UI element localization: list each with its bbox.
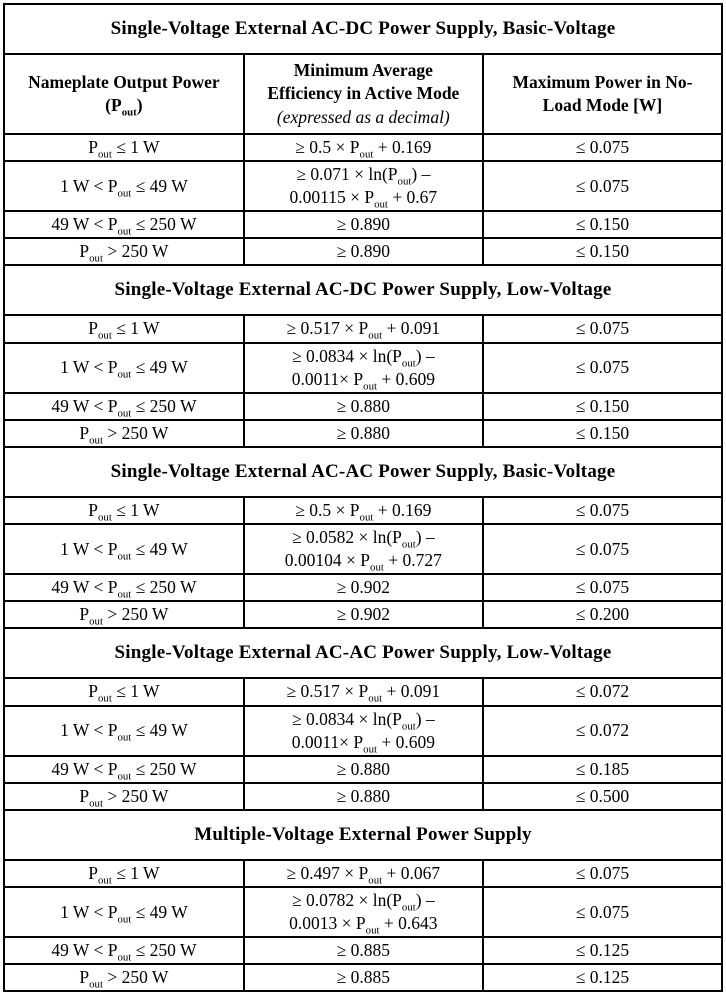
table-body	[4, 4, 722, 991]
header-line: $(P_{out})$	[105, 95, 143, 119]
no-load-cell: ≤ 0.075	[483, 524, 722, 574]
section-title-row	[4, 4, 722, 54]
header-note: (expressed as a decimal)	[276, 106, 450, 127]
power-range-cell: 1 $W < P_{out} \le 49$ W	[4, 706, 244, 756]
power-range-cell: $P_{out} \le 1$ W	[4, 678, 244, 705]
table-row	[4, 860, 722, 887]
section-title: Single-Voltage External AC-AC Power Supply, Basic-Voltage	[4, 447, 722, 497]
power-range-cell: $P_{out} > 250$ W	[4, 238, 244, 265]
no-load-cell: ≤ 0.150	[483, 393, 722, 420]
table-row	[4, 524, 722, 574]
section-title-row	[4, 265, 722, 315]
power-range-cell: $P_{out} > 250$ W	[4, 783, 244, 810]
section-title: Single-Voltage External AC-AC Power Supply, Low-Voltage	[4, 628, 722, 678]
section-title-row	[4, 810, 722, 860]
no-load-cell: ≤ 0.072	[483, 678, 722, 705]
table-row	[4, 706, 722, 756]
no-load-cell: ≤ 0.200	[483, 601, 722, 628]
power-range-cell: $P_{out} > 250$ W	[4, 964, 244, 991]
no-load-cell: ≤ 0.150	[483, 238, 722, 265]
no-load-cell: ≤ 0.075	[483, 134, 722, 161]
section-title-row	[4, 447, 722, 497]
no-load-cell: ≤ 0.075	[483, 497, 722, 524]
power-range-cell: 49 $W < P_{out} \le 250$ W	[4, 393, 244, 420]
power-range-cell: 1 $W < P_{out} \le 49$ W	[4, 887, 244, 937]
table-row	[4, 678, 722, 705]
header-minimum-average-efficiency	[244, 54, 483, 134]
no-load-cell: ≤ 0.500	[483, 783, 722, 810]
header-line: Load Mode [W]	[542, 95, 663, 115]
power-range-cell: 49 $W < P_{out} \le 250$ W	[4, 211, 244, 238]
no-load-cell: ≤ 0.072	[483, 706, 722, 756]
header-line: Nameplate Output Power	[28, 71, 220, 92]
efficiency-cell: ≥ $0.5 \times P_{out} + 0.169$	[244, 497, 483, 524]
no-load-cell: ≤ 0.150	[483, 420, 722, 447]
header-line: Efficiency in Active Mode	[267, 83, 460, 104]
no-load-cell: ≤ 0.075	[483, 315, 722, 342]
power-range-cell: 49 $W < P_{out} \le 250$ W	[4, 756, 244, 783]
efficiency-cell: ≥ $0.0582 \times \ln(P_{out})$ – $0.00104 \times P_{out} + 0.727$	[244, 524, 483, 574]
power-range-cell: 49 $W < P_{out} \le 250$ W	[4, 574, 244, 601]
no-load-cell: ≤ 0.150	[483, 211, 722, 238]
power-supply-efficiency-table	[3, 3, 723, 992]
efficiency-cell: ≥ $0.071 \times \ln(P_{out})$ – $0.00115 \times P_{out} + 0.67$	[244, 161, 483, 211]
table-row	[4, 393, 722, 420]
section-title: Single-Voltage External AC-DC Power Supply, Basic-Voltage	[4, 4, 722, 54]
column-header-row	[4, 54, 722, 134]
power-range-cell: 1 $W < P_{out} \le 49$ W	[4, 343, 244, 393]
efficiency-cell: ≥ $0.0834 \times \ln(P_{out})$ – $0.0011\times P_{out} + 0.609$	[244, 706, 483, 756]
table-row	[4, 964, 722, 991]
power-range-cell: 1 $W < P_{out} \le 49$ W	[4, 524, 244, 574]
power-range-cell: 1 $W < P_{out} \le 49$ W	[4, 161, 244, 211]
efficiency-cell: ≥ $0.517 \times P_{out} + 0.091$	[244, 315, 483, 342]
table-row	[4, 887, 722, 937]
efficiency-cell: ≥ $0.497 \times P_{out} + 0.067$	[244, 860, 483, 887]
table-row	[4, 315, 722, 342]
no-load-cell: ≤ 0.125	[483, 937, 722, 964]
table-row	[4, 937, 722, 964]
table-row	[4, 574, 722, 601]
efficiency-cell: ≥ 0.880	[244, 783, 483, 810]
no-load-cell: ≤ 0.125	[483, 964, 722, 991]
table-row	[4, 211, 722, 238]
section-title-row	[4, 628, 722, 678]
efficiency-cell: ≥ 0.890	[244, 238, 483, 265]
no-load-cell: ≤ 0.075	[483, 161, 722, 211]
efficiency-cell: ≥ 0.890	[244, 211, 483, 238]
no-load-cell: ≤ 0.075	[483, 860, 722, 887]
header-max-power-no-load	[483, 54, 722, 134]
power-range-cell: $P_{out} > 250$ W	[4, 601, 244, 628]
table-row	[4, 238, 722, 265]
no-load-cell: ≤ 0.075	[483, 887, 722, 937]
efficiency-cell: ≥ $0.0782 \times \ln(P_{out})$ – $0.0013 \times P_{out} + 0.643$	[244, 887, 483, 937]
power-range-cell: 49 $W < P_{out} \le 250$ W	[4, 937, 244, 964]
no-load-cell: ≤ 0.185	[483, 756, 722, 783]
table-row	[4, 601, 722, 628]
efficiency-cell: ≥ 0.880	[244, 420, 483, 447]
power-range-cell: $P_{out} \le 1$ W	[4, 134, 244, 161]
no-load-cell: ≤ 0.075	[483, 574, 722, 601]
efficiency-cell: ≥ 0.902	[244, 601, 483, 628]
table-row	[4, 497, 722, 524]
table-row	[4, 343, 722, 393]
efficiency-cell: ≥ 0.902	[244, 574, 483, 601]
power-range-cell: $P_{out} \le 1$ W	[4, 860, 244, 887]
power-range-cell: $P_{out} \le 1$ W	[4, 497, 244, 524]
efficiency-cell: ≥ 0.880	[244, 393, 483, 420]
section-title: Single-Voltage External AC-DC Power Supply, Low-Voltage	[4, 265, 722, 315]
no-load-cell: ≤ 0.075	[483, 343, 722, 393]
table-row	[4, 420, 722, 447]
efficiency-cell: ≥ 0.885	[244, 964, 483, 991]
efficiency-cell: ≥ $0.5 \times P_{out} + 0.169$	[244, 134, 483, 161]
efficiency-cell: ≥ $0.0834 \times \ln(P_{out})$ – $0.0011\times P_{out} + 0.609$	[244, 343, 483, 393]
header-nameplate-output-power	[4, 54, 244, 134]
power-range-cell: $P_{out} \le 1$ W	[4, 315, 244, 342]
efficiency-cell: ≥ 0.880	[244, 756, 483, 783]
efficiency-cell: ≥ 0.885	[244, 937, 483, 964]
table-row	[4, 134, 722, 161]
table-row	[4, 783, 722, 810]
header-line: Minimum Average	[293, 60, 433, 81]
table-row	[4, 756, 722, 783]
section-title: Multiple-Voltage External Power Supply	[4, 810, 722, 860]
header-line: Maximum Power in No-	[512, 71, 693, 92]
power-range-cell: $P_{out} > 250$ W	[4, 420, 244, 447]
table-row	[4, 161, 722, 211]
efficiency-cell: ≥ $0.517 \times P_{out} + 0.091$	[244, 678, 483, 705]
